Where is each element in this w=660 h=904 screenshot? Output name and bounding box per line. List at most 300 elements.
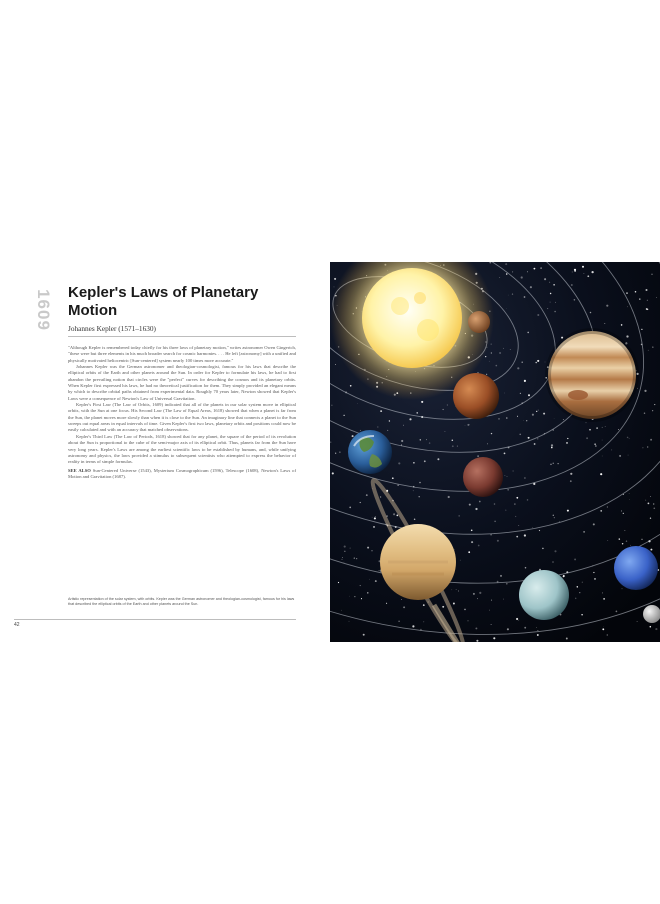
star xyxy=(459,515,460,516)
star xyxy=(369,579,370,580)
star xyxy=(641,329,642,330)
star xyxy=(600,510,602,512)
sun-disc xyxy=(362,268,462,368)
star xyxy=(552,561,554,563)
star xyxy=(356,558,357,559)
star xyxy=(516,497,518,499)
star xyxy=(471,541,473,543)
star xyxy=(354,557,355,558)
star xyxy=(579,592,580,593)
star xyxy=(602,440,603,441)
star xyxy=(523,420,524,421)
star xyxy=(398,620,400,622)
star xyxy=(644,412,645,413)
star xyxy=(550,302,551,303)
star xyxy=(551,447,553,449)
star xyxy=(594,578,596,580)
star xyxy=(456,589,457,590)
star xyxy=(389,420,390,421)
paragraph-2: Johannes Kepler was the German astronomer and theologian-cosmologist, famous for his laws that describe the elliptical orbits of the Earth and other planets around the Sun. In order for Kepler to formulate his laws, he had to first abandon the prevailing notion that circles were the "perfect" curves for describing the cosmos and its planetary orbits. When Kepler first expressed his laws, he had no theoretical justification for them. They simply provided an elegant means by which to describe orbital paths obtained from experimental data. Roughly 70 years later, Newton showed that Kepler's Laws were a consequence of Newton's Law of Universal Gravitation. xyxy=(68,364,296,401)
star xyxy=(332,472,334,474)
star xyxy=(373,526,375,528)
star xyxy=(524,627,526,629)
star xyxy=(508,489,509,490)
star xyxy=(500,575,502,577)
star xyxy=(650,496,651,497)
star xyxy=(491,600,492,601)
star xyxy=(650,518,651,519)
star xyxy=(507,628,509,630)
star xyxy=(534,268,536,270)
star xyxy=(421,401,423,403)
star xyxy=(452,445,454,447)
star xyxy=(504,475,505,476)
star xyxy=(458,591,459,592)
star xyxy=(497,540,499,542)
star xyxy=(403,425,404,426)
solar-system-illustration xyxy=(330,262,660,642)
star xyxy=(448,496,450,498)
star xyxy=(593,572,594,573)
star xyxy=(503,348,504,349)
star xyxy=(639,298,640,299)
star xyxy=(519,434,520,435)
star xyxy=(460,560,461,561)
star xyxy=(498,418,499,419)
neptune-planet xyxy=(614,546,658,590)
star xyxy=(335,453,336,454)
star xyxy=(465,425,466,426)
star xyxy=(637,388,638,389)
star xyxy=(519,620,520,621)
star xyxy=(515,516,516,517)
star xyxy=(506,308,507,309)
star xyxy=(418,496,419,497)
star xyxy=(629,438,630,439)
star xyxy=(444,431,445,432)
star xyxy=(626,540,627,541)
star xyxy=(475,627,477,629)
star xyxy=(471,530,473,532)
star xyxy=(641,539,642,540)
star xyxy=(342,557,343,558)
star xyxy=(549,282,550,283)
star xyxy=(647,446,648,447)
see-also xyxy=(68,468,296,481)
star xyxy=(554,517,555,518)
star xyxy=(587,275,589,277)
star xyxy=(600,473,602,475)
star xyxy=(527,332,529,334)
author-line: Johannes Kepler (1571–1630) xyxy=(68,324,296,337)
page-number: 42 xyxy=(14,622,20,628)
star xyxy=(553,284,555,286)
star xyxy=(467,424,469,426)
star xyxy=(344,551,345,552)
star xyxy=(602,592,603,593)
star xyxy=(619,538,620,539)
see-also-text: Sun-Centered Universe (1543), Mysterium Cosmographicum (1596), Telescope (1608), Newton's Laws of Motion and Gravitation (1687). xyxy=(68,467,296,479)
star xyxy=(528,394,530,396)
star xyxy=(554,550,556,552)
star xyxy=(582,266,584,268)
star xyxy=(452,439,454,441)
star xyxy=(475,508,477,510)
star xyxy=(379,570,380,571)
star xyxy=(607,507,608,508)
star xyxy=(442,606,444,608)
star xyxy=(619,455,621,457)
star xyxy=(375,580,377,582)
star xyxy=(506,583,508,585)
star xyxy=(334,287,335,288)
star xyxy=(412,625,414,627)
star xyxy=(532,414,534,416)
star xyxy=(429,442,430,443)
solar-system-svg xyxy=(330,262,660,642)
star xyxy=(574,558,576,560)
star xyxy=(622,543,623,544)
star xyxy=(506,273,508,275)
star xyxy=(591,271,593,273)
star xyxy=(330,442,331,443)
star xyxy=(500,277,501,278)
venus-planet xyxy=(453,373,499,419)
star xyxy=(496,365,498,367)
star xyxy=(491,624,492,625)
star xyxy=(341,610,342,611)
star xyxy=(650,439,652,441)
star xyxy=(423,604,425,606)
star xyxy=(586,423,587,424)
star xyxy=(550,293,551,294)
star xyxy=(645,500,646,501)
star xyxy=(453,603,455,605)
star xyxy=(629,493,630,494)
star xyxy=(567,510,569,512)
star xyxy=(398,462,400,464)
star xyxy=(371,550,372,551)
star xyxy=(570,480,572,482)
star xyxy=(528,437,530,439)
star xyxy=(655,628,657,630)
star xyxy=(476,640,478,642)
jupiter-planet xyxy=(548,331,636,419)
star xyxy=(551,444,553,446)
star xyxy=(572,271,573,272)
star xyxy=(380,496,381,497)
star xyxy=(334,278,336,280)
star xyxy=(469,504,471,506)
star xyxy=(607,540,608,541)
star xyxy=(467,620,468,621)
star xyxy=(530,286,532,288)
star xyxy=(514,504,515,505)
star xyxy=(350,548,351,549)
star xyxy=(451,589,452,590)
star xyxy=(650,626,652,628)
star xyxy=(516,536,518,538)
star xyxy=(652,346,654,348)
star xyxy=(554,311,556,313)
star xyxy=(618,429,619,430)
year-text: 1609 xyxy=(34,289,54,331)
earth-planet xyxy=(348,430,392,474)
star xyxy=(357,403,358,404)
sun-spot xyxy=(417,319,439,341)
star xyxy=(544,278,546,280)
star xyxy=(343,415,344,416)
star xyxy=(644,390,646,392)
red-planet xyxy=(463,457,503,497)
star xyxy=(489,361,490,362)
star xyxy=(577,586,578,587)
star xyxy=(555,302,556,303)
star xyxy=(621,510,622,511)
star xyxy=(648,350,649,351)
star xyxy=(651,274,652,275)
star xyxy=(574,299,576,301)
star xyxy=(566,442,568,444)
star xyxy=(637,621,638,622)
star xyxy=(604,323,605,324)
star xyxy=(464,609,466,611)
star xyxy=(653,503,654,504)
star xyxy=(589,429,591,431)
star xyxy=(491,352,492,353)
star xyxy=(512,271,513,272)
star xyxy=(547,308,548,309)
star xyxy=(437,458,439,460)
star xyxy=(360,585,361,586)
star xyxy=(489,610,490,611)
paragraph-4: Kepler's Third Law (The Law of Periods, 1618) showed that for any planet, the square of the period of its revolution about the Sun is proportional to the cube of the semi-major axis of its elliptical orbit. Thus, planets far from the Sun have very long years. Kepler's Laws are among the earliest scientific laws to be established by humans, and, while unifying astronomy and physics, the laws provided a stimulus to subsequent scientists who attempted to express the behavior of reality in terms of simple formulas. xyxy=(68,433,296,465)
star xyxy=(553,463,554,464)
star xyxy=(479,592,481,594)
star xyxy=(537,314,539,316)
star xyxy=(586,437,588,439)
star xyxy=(606,305,608,307)
star xyxy=(477,598,478,599)
star xyxy=(605,426,606,427)
star xyxy=(360,502,361,503)
star xyxy=(554,418,555,419)
star xyxy=(581,614,582,615)
star xyxy=(518,525,519,526)
star xyxy=(392,477,394,479)
star xyxy=(629,499,630,500)
star xyxy=(545,362,546,363)
star xyxy=(607,635,608,636)
star xyxy=(553,515,554,516)
star xyxy=(479,501,481,503)
star xyxy=(354,596,355,597)
star xyxy=(447,405,448,406)
star xyxy=(491,343,492,344)
star xyxy=(499,352,501,354)
image-caption: Artistic representation of the solar system, with orbits. Kepler was the German astronomer and theologian-cosmologist, famous for his laws that described the elliptical orbits of the Earth and other planets around the Sun. xyxy=(68,597,295,607)
star xyxy=(583,531,585,533)
star xyxy=(517,367,519,369)
star xyxy=(537,634,539,636)
star xyxy=(602,628,604,630)
star xyxy=(627,306,628,307)
star xyxy=(401,445,402,446)
star xyxy=(494,521,495,522)
star xyxy=(469,424,470,425)
star xyxy=(360,430,361,431)
star xyxy=(653,507,655,509)
star xyxy=(491,433,492,434)
star xyxy=(535,362,537,364)
star xyxy=(524,534,526,536)
star xyxy=(521,361,522,362)
star xyxy=(656,297,657,298)
star xyxy=(558,463,559,464)
star xyxy=(493,637,495,639)
star xyxy=(420,439,421,440)
page-title: Kepler's Laws of Planetary Motion xyxy=(68,284,259,319)
star xyxy=(570,473,572,475)
star xyxy=(344,546,346,548)
star xyxy=(616,611,618,613)
star xyxy=(375,516,376,517)
star xyxy=(416,412,417,413)
star xyxy=(534,443,536,445)
star xyxy=(532,528,533,529)
star xyxy=(611,449,612,450)
star xyxy=(507,476,508,477)
star xyxy=(574,270,576,272)
star xyxy=(468,551,470,553)
star xyxy=(377,426,378,427)
star xyxy=(510,349,511,350)
star xyxy=(414,518,416,520)
star xyxy=(454,550,455,551)
star xyxy=(413,462,415,464)
star xyxy=(645,289,647,291)
star xyxy=(642,447,643,448)
star xyxy=(457,446,458,447)
star xyxy=(485,356,486,357)
star xyxy=(423,621,424,622)
star xyxy=(602,427,603,428)
star xyxy=(505,263,507,265)
star xyxy=(504,393,505,394)
star xyxy=(363,634,365,636)
star xyxy=(366,494,368,496)
uranus-planet xyxy=(519,570,569,620)
star xyxy=(622,589,623,590)
star xyxy=(646,308,648,310)
star xyxy=(367,547,369,549)
star xyxy=(503,599,504,600)
star xyxy=(537,360,539,362)
star xyxy=(630,545,631,546)
star xyxy=(339,451,340,452)
year-marker xyxy=(28,280,58,340)
star xyxy=(626,292,627,293)
star xyxy=(521,276,523,278)
sun-spot xyxy=(391,297,409,315)
star xyxy=(594,443,595,444)
star xyxy=(593,523,595,525)
star xyxy=(536,627,537,628)
star xyxy=(380,410,382,412)
star xyxy=(520,393,521,394)
star xyxy=(349,596,350,597)
star xyxy=(527,499,529,501)
star xyxy=(536,411,537,412)
star xyxy=(563,575,565,577)
star xyxy=(403,606,405,608)
star xyxy=(494,503,496,505)
body-text xyxy=(68,345,296,480)
star xyxy=(590,312,592,314)
star xyxy=(508,295,509,296)
star xyxy=(426,439,427,440)
star xyxy=(478,545,480,547)
paragraph-1: "Although Kepler is remembered today chiefly for his three laws of planetary motion," writes astronomer Owen Gingerich, "these were but three elements in his much broader search for cosmic harmonies. . . . He left [astronomy] with a unified and physically motivated heliocentric [Sun-centered] system nearly 100 times more accurate." xyxy=(68,345,296,363)
star xyxy=(424,460,426,462)
star xyxy=(396,515,398,517)
star xyxy=(596,427,598,429)
star xyxy=(513,470,514,471)
star xyxy=(473,593,475,595)
star xyxy=(566,638,568,640)
star xyxy=(527,271,528,272)
star xyxy=(563,419,564,420)
star xyxy=(575,598,576,599)
star xyxy=(506,417,508,419)
star xyxy=(647,300,648,301)
star xyxy=(603,598,605,600)
star xyxy=(571,284,573,286)
sun-spot xyxy=(414,292,426,304)
star xyxy=(419,482,421,484)
star xyxy=(537,438,538,439)
star xyxy=(349,507,351,509)
star xyxy=(349,621,350,622)
star xyxy=(338,582,339,583)
star xyxy=(350,385,352,387)
star xyxy=(352,435,354,437)
star xyxy=(524,380,526,382)
star xyxy=(372,517,373,518)
star xyxy=(393,513,395,515)
star xyxy=(367,592,368,593)
star xyxy=(595,445,596,446)
star xyxy=(602,456,603,457)
star xyxy=(603,626,604,627)
star xyxy=(540,267,542,269)
star xyxy=(409,418,411,420)
star xyxy=(650,549,652,551)
star xyxy=(512,293,513,294)
star xyxy=(401,440,403,442)
star xyxy=(524,296,526,298)
paragraph-3: Kepler's First Law (The Law of Orbits, 1609) indicated that all of the planets in our solar system move in elliptical orbits, with the Sun at one focus. His Second Law (The Law of Equal Areas, 1618) showed that when a planet is far from the Sun, the planet moves more slowly than when it is close to the Sun. An imaginary line that connects a planet to the Sun sweeps out equal areas in equal intervals of time. Given Kepler's first two laws, planetary orbits and positions could now be easily calculated and with an accuracy that matched observations. xyxy=(68,402,296,433)
jupiter-great-spot xyxy=(568,390,588,400)
star xyxy=(584,273,585,274)
star xyxy=(331,405,332,406)
star xyxy=(477,455,479,457)
star xyxy=(506,510,507,511)
star xyxy=(342,559,343,560)
star xyxy=(374,517,376,519)
star xyxy=(539,530,540,531)
star xyxy=(542,548,544,550)
